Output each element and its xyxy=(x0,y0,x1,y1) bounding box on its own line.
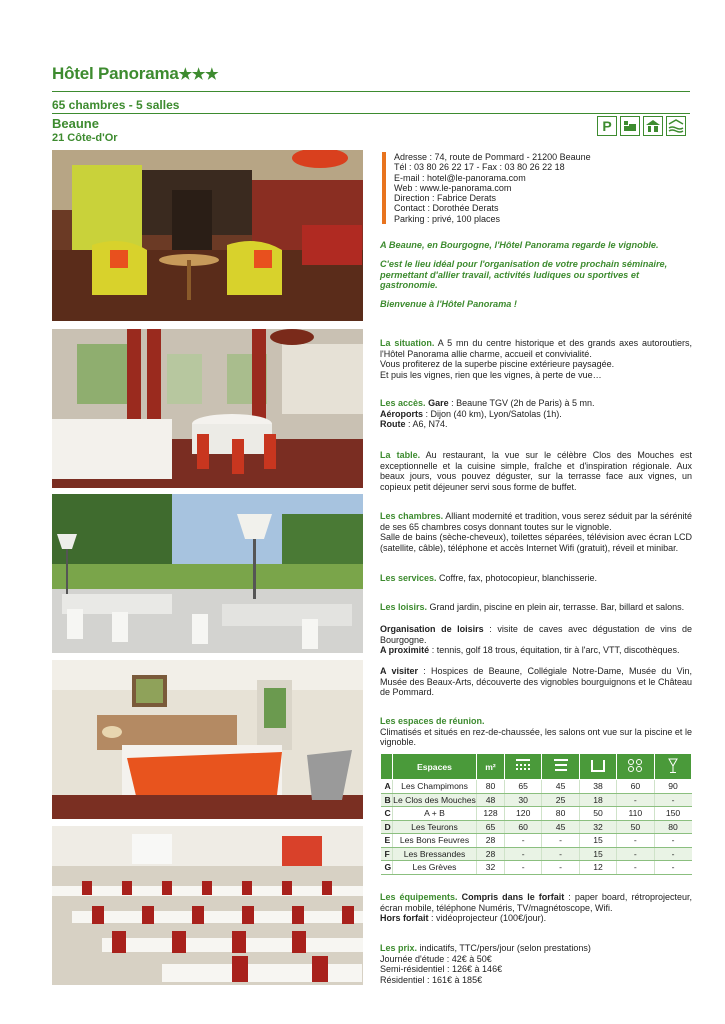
cell-c2: - xyxy=(542,861,579,875)
organisation-label: Organisation de loisirs xyxy=(380,624,484,634)
cell-c3: 15 xyxy=(579,847,616,861)
contact-parking: Parking : privé, 100 places xyxy=(394,213,501,224)
col-m2: m² xyxy=(477,754,505,780)
table-text: Au restaurant, la vue sur le célèbre Clos des Mouches est exceptionnelle et la cuisine simple, fraîche et d'inspiration régionale. Aux beaux jours, vous pouvez déguster, sur la terrasse face aux vignes, un copieux petit déjeuner servi sous forme de buffet. xyxy=(380,450,693,492)
hors-forfait-label: Hors forfait xyxy=(380,913,429,924)
proximite-text: : tennis, golf 18 trous, équitation, tir à l'arc, VTT, discothèques. xyxy=(429,645,680,655)
prix-heading: Les prix. xyxy=(380,943,418,953)
prix-journee: Journée d'étude : 42€ à 50€ xyxy=(380,953,492,964)
photo-restaurant xyxy=(52,329,363,488)
prix-text: indicatifs, TTC/pers/jour (selon prestations) xyxy=(417,943,591,953)
col-classroom xyxy=(542,754,579,780)
amenity-icons xyxy=(597,116,686,136)
section-equipements xyxy=(380,892,692,924)
cell-c5: - xyxy=(654,834,691,848)
cell-c1: - xyxy=(505,861,542,875)
cell-c3: 38 xyxy=(579,780,616,794)
cell-name: A + B xyxy=(393,807,477,821)
organisation-text: : visite de caves avec dégustation de vins de Bourgogne. xyxy=(380,624,692,645)
intro-line-2: C'est le lieu idéal pour l'organisation de votre prochain séminaire, permettant d'allier travail, activités ludiques ou sportives et gastronomie. xyxy=(380,258,668,291)
cell-c5: - xyxy=(654,847,691,861)
chambres-heading: Les chambres. xyxy=(380,511,444,521)
reunion-heading: Les espaces de réunion. xyxy=(380,716,485,726)
cell-k: G xyxy=(381,861,393,875)
section-acces xyxy=(380,398,692,430)
cell-m2: 80 xyxy=(477,780,505,794)
cell-c1: 120 xyxy=(505,807,542,821)
cell-k: E xyxy=(381,834,393,848)
intro-line-3: Bienvenue à l'Hôtel Panorama ! xyxy=(380,299,517,310)
hotel-name: Hôtel Panorama xyxy=(52,64,179,83)
contact-email[interactable]: E-mail : hotel@le-panorama.com xyxy=(394,172,526,183)
parking-icon xyxy=(597,116,617,136)
cell-c3: 32 xyxy=(579,820,616,834)
cell-c5: 150 xyxy=(654,807,691,821)
loisirs-text: Grand jardin, piscine en plein air, terrasse. Bar, billard et salons. xyxy=(427,602,685,612)
table-heading: La table. xyxy=(380,450,421,460)
cell-name: Les Teurons xyxy=(393,820,477,834)
contact-address: Adresse : 74, route de Pommard - 21200 Beaune xyxy=(394,152,591,162)
cell-c5: 80 xyxy=(654,820,691,834)
aero-label: Aéroports xyxy=(380,408,424,419)
subtitle-rule xyxy=(52,113,690,114)
reunion-text: Climatisés et situés en rez-de-chaussée, les salons ont vue sur la piscine et le vignoble. xyxy=(380,726,692,748)
photo-bedroom xyxy=(52,660,363,819)
gare-label: Gare xyxy=(428,398,449,408)
pool-icon xyxy=(666,116,686,136)
table-row xyxy=(381,847,692,861)
situation-line3: Et puis les vignes, rien que les vignes, à perte de vue… xyxy=(380,369,602,380)
cell-c4: 110 xyxy=(617,807,654,821)
visiter-label: A visiter xyxy=(380,666,418,676)
cell-k: F xyxy=(381,847,393,861)
contact-person: Contact : Dorothée Derats xyxy=(394,203,499,214)
proximite-label: A proximité xyxy=(380,645,430,655)
cell-c2: 80 xyxy=(542,807,579,821)
section-services xyxy=(380,573,692,584)
cell-c4: - xyxy=(617,834,654,848)
situation-text: A 5 mn du centre historique et des grands axes autoroutiers, l'Hôtel Panorama allie charme, accueil et convivialité. xyxy=(380,338,692,359)
meeting-rooms-table xyxy=(380,753,692,875)
cell-name: Les Bressandes xyxy=(393,847,477,861)
cell-m2: 48 xyxy=(477,793,505,807)
section-reunion xyxy=(380,716,692,748)
intro xyxy=(380,240,692,318)
theatre-layout-icon xyxy=(514,758,532,774)
cell-c3: 15 xyxy=(579,834,616,848)
table-row xyxy=(381,861,692,875)
cell-c4: - xyxy=(617,793,654,807)
route-text: : A6, N74. xyxy=(405,419,448,430)
cell-c2: 45 xyxy=(542,820,579,834)
cell-name: Les Grèves xyxy=(393,861,477,875)
photo-lounge xyxy=(52,150,363,321)
department: 21 Côte-d'Or xyxy=(52,132,118,144)
contact-block xyxy=(382,152,622,224)
acces-heading: Les accès. xyxy=(380,398,426,408)
table-header xyxy=(381,754,692,780)
section-situation xyxy=(380,338,692,380)
subtitle: 65 chambres - 5 salles xyxy=(52,98,180,112)
loisirs-heading: Les loisirs. xyxy=(380,602,428,612)
aero-text: : Dijon (40 km), Lyon/Satolas (1h). xyxy=(423,408,562,419)
cell-c5: 90 xyxy=(654,780,691,794)
cell-c5: - xyxy=(654,861,691,875)
situation-heading: La situation. xyxy=(380,338,435,348)
cell-name: Les Champimons xyxy=(393,780,477,794)
route-label: Route xyxy=(380,419,406,430)
contact-direction: Direction : Fabrice Derats xyxy=(394,193,497,204)
table-row xyxy=(381,807,692,821)
photo-terrace xyxy=(52,494,363,653)
col-espaces: Espaces xyxy=(393,754,477,780)
u-shape-layout-icon xyxy=(589,758,607,774)
cell-c3: 18 xyxy=(579,793,616,807)
star-rating: ★★★ xyxy=(178,66,219,83)
cell-c5: - xyxy=(654,793,691,807)
parking-letter: P xyxy=(602,118,612,134)
visiter-text: : Hospices de Beaune, Collégiale Notre-Dame, Musée du Vin, Musée des Beaux-Arts, découverte des vignobles bourguignons et le Château de Pommard. xyxy=(380,666,692,698)
intro-line-1: A Beaune, en Bourgogne, l'Hôtel Panorama regarde le vignoble. xyxy=(380,240,659,250)
gare-text: : Beaune TGV (2h de Paris) à 5 mn. xyxy=(448,398,595,408)
table-row xyxy=(381,793,692,807)
section-prix xyxy=(380,943,692,985)
accessible-icon xyxy=(620,116,640,136)
section-table xyxy=(380,450,692,492)
cell-c4: 60 xyxy=(617,780,654,794)
table-row xyxy=(381,834,692,848)
cocktail-icon xyxy=(664,758,682,774)
cell-c1: 30 xyxy=(505,793,542,807)
cell-c4: - xyxy=(617,861,654,875)
section-loisirs xyxy=(380,602,692,613)
cell-name: Les Bons Feuvres xyxy=(393,834,477,848)
cell-c4: 50 xyxy=(617,820,654,834)
photo-meeting-room xyxy=(52,826,363,985)
contact-phone: Tél : 03 80 26 22 17 - Fax : 03 80 26 22 18 xyxy=(394,162,565,173)
hors-forfait-text: : vidéoprojecteur (100€/jour). xyxy=(428,913,547,924)
col-theatre xyxy=(505,754,542,780)
page-title xyxy=(52,64,218,84)
cell-m2: 28 xyxy=(477,834,505,848)
city: Beaune xyxy=(52,116,99,131)
chambres-text: Alliant modernité et tradition, vous serez séduit par la sérénité de ses 65 chambres cosys donnant toutes sur le vignoble. xyxy=(380,511,692,532)
table-row xyxy=(381,780,692,794)
col-cocktail xyxy=(654,754,691,780)
col-banquet xyxy=(617,754,654,780)
cell-c2: - xyxy=(542,834,579,848)
cell-k: B xyxy=(381,793,393,807)
cell-m2: 32 xyxy=(477,861,505,875)
situation-line2: Vous profiterez de la superbe piscine extérieure paysagée. xyxy=(380,359,615,370)
cell-m2: 28 xyxy=(477,847,505,861)
col-u-shape xyxy=(579,754,616,780)
prix-semi: Semi-résidentiel : 126€ à 146€ xyxy=(380,964,503,975)
services-heading: Les services. xyxy=(380,573,437,583)
cell-c1: 60 xyxy=(505,820,542,834)
section-proximite xyxy=(380,645,692,656)
cell-c1: - xyxy=(505,834,542,848)
cell-c1: 65 xyxy=(505,780,542,794)
section-visiter xyxy=(380,666,692,698)
cell-c2: 45 xyxy=(542,780,579,794)
cell-c4: - xyxy=(617,847,654,861)
prix-residentiel: Résidentiel : 161€ à 185€ xyxy=(380,974,483,985)
title-rule xyxy=(52,91,690,92)
table-row xyxy=(381,820,692,834)
cell-c2: 25 xyxy=(542,793,579,807)
section-organisation xyxy=(380,624,692,645)
banquet-layout-icon xyxy=(626,758,644,774)
cell-k: A xyxy=(381,780,393,794)
chambres-line2: Salle de bains (sèche-cheveux), toilettes séparées, télévision avec écran LCD (satellite, câble), téléphone et accès Internet Wifi (gratuit), réveil et minibar. xyxy=(380,532,692,553)
cell-c3: 50 xyxy=(579,807,616,821)
cell-k: C xyxy=(381,807,393,821)
equipements-heading: Les équipements. xyxy=(380,892,458,902)
cell-k: D xyxy=(381,820,393,834)
classroom-layout-icon xyxy=(552,758,570,774)
contact-web[interactable]: Web : www.le-panorama.com xyxy=(394,182,512,193)
table-body xyxy=(381,780,692,875)
cell-name: Le Clos des Mouches xyxy=(393,794,476,805)
services-text: Coffre, fax, photocopieur, blanchisserie. xyxy=(436,573,597,583)
cell-m2: 65 xyxy=(477,820,505,834)
cell-c2: - xyxy=(542,847,579,861)
cell-m2: 128 xyxy=(477,807,505,821)
equipements-text: : paper board, rétroprojecteur, écran mobile, téléphone Numéris, TV/magnétoscope, Wifi. xyxy=(380,892,692,913)
cell-c3: 12 xyxy=(579,861,616,875)
forfait-label: Compris dans le forfait xyxy=(461,892,565,902)
col-key xyxy=(381,754,393,780)
restaurant-icon xyxy=(643,116,663,136)
cell-c1: - xyxy=(505,847,542,861)
section-chambres xyxy=(380,511,692,553)
